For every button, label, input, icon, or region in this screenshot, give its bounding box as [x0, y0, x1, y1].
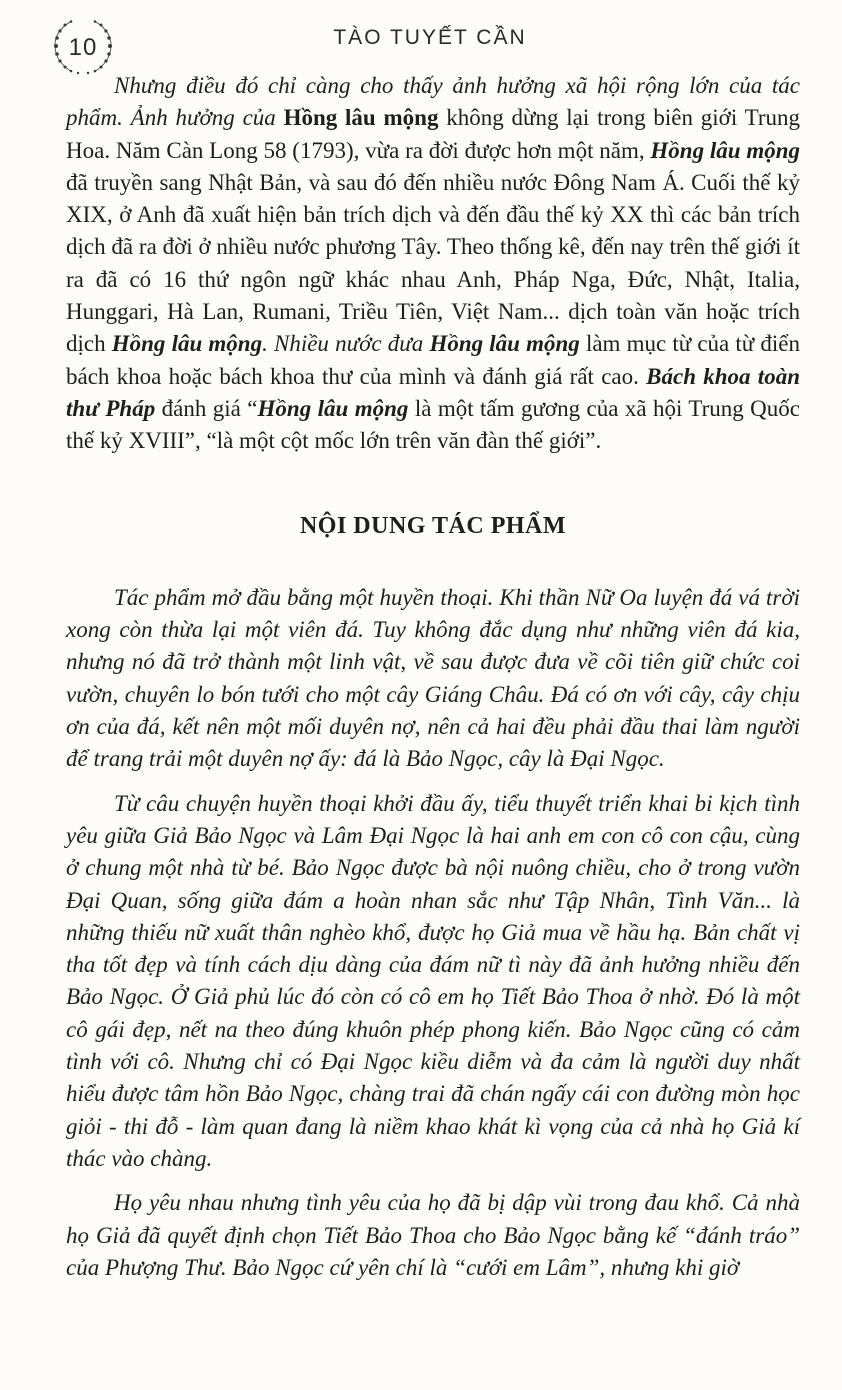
page-number-badge	[48, 18, 118, 76]
text-run: . Nhiều nước đưa	[262, 331, 430, 357]
encyclopedia-title-emphasis: Bách khoa toàn thư Pháp	[66, 363, 800, 421]
book-title-emphasis: Hồng lâu mộng	[650, 137, 801, 163]
book-title-emphasis: Hồng lâu mộng	[429, 331, 580, 357]
page-number: 10	[68, 34, 98, 61]
content-paragraph: Họ yêu nhau nhưng tình yêu của họ đã bị dập vùi trong đau khổ. Cả nhà họ Giả đã quyết định chọn Tiết Bảo Thoa cho Bảo Ngọc bằng kế “đánh tráo” của Phượng Thư. Bảo Ngọc cứ yên chí là “cưới em Lâm”, nhưng khi giờ	[66, 1190, 800, 1280]
book-title-emphasis: Hồng lâu mộng	[257, 395, 409, 421]
book-title-emphasis: Hồng lâu mộng	[283, 105, 439, 131]
text-run: làm mục từ của từ điển bách khoa hoặc bách khoa thư của mình và đánh giá rất cao.	[66, 331, 800, 389]
text-run: đã truyền sang Nhật Bản, và sau đó đến nhiều nước Đông Nam Á. Cuối thế kỷ XIX, ở Anh đã xuất hiện bản trích dịch và đến đầu thế kỷ XX thì các bản trích dịch đã ra đời ở nhiều nước phương Tây. Theo thống kê, đến nay trên thế giới ít ra đã có 16 thứ ngôn ngữ khác nhau Anh, Pháp Nga, Đức, Nhật, Italia, Hunggari, Hà Lan, Rumani, Triều Tiên, Việt Nam... dịch toàn văn hoặc trích dịch	[66, 169, 800, 357]
text-run: Nhưng điều đó chỉ càng cho thấy ảnh hưởng xã hội rộng lớn của tác phẩm. Ảnh hưởng của	[66, 73, 800, 131]
text-run: là một tấm gương của xã hội Trung Quốc thế kỷ XVIII”, “là một cột mốc lớn trên văn đàn thế giới”.	[66, 395, 800, 454]
book-title-emphasis: Hồng lâu mộng	[111, 331, 263, 357]
content-paragraph: Từ câu chuyện huyền thoại khởi đầu ấy, tiểu thuyết triển khai bi kịch tình yêu giữa Giả Bảo Ngọc và Lâm Đại Ngọc là hai anh em con cô con cậu, cùng ở chung một nhà từ bé. Bảo Ngọc được bà nội nuông chiều, cho ở trong vườn Đại Quan, sống giữa đám a hoàn nhan sắc như Tập Nhân, Tình Văn... là những thiếu nữ xuất thân nghèo khổ, được họ Giả mua về hầu hạ. Bản chất vị tha tốt đẹp và tính cách dịu dàng của đám nữ tì này đã ảnh hưởng nhiều đến Bảo Ngọc. Ở Giả phủ lúc đó còn có cô em họ Tiết Bảo Thoa ở nhờ. Đó là một cô gái đẹp, nết na theo đúng khuôn phép phong kiến. Bảo Ngọc cũng có cảm tình với cô. Nhưng chỉ có Đại Ngọc kiều diễm và đa cảm là người duy nhất hiểu được tâm hồn Bảo Ngọc, chàng trai đã chán ngấy cái con đường mòn học giỏi - thi đỗ - làm quan đang là niềm khao khát kì vọng của cả nhà họ Giả kí thác vào chàng.	[66, 790, 800, 1171]
page-header	[0, 0, 842, 80]
text-run: đánh giá “	[155, 395, 258, 421]
text-run: không dừng lại trong biên giới Trung Hoa. Năm Càn Long 58 (1793), vừa ra đời được hơn một năm,	[66, 105, 800, 163]
page-body	[66, 70, 800, 1296]
content-paragraph: Tác phẩm mở đầu bằng một huyền thoại. Khi thần Nữ Oa luyện đá vá trời xong còn thừa lại một viên đá. Tuy không đắc dụng như những viên đá kia, nhưng nó đã trở thành một linh vật, về sau được đưa về cõi tiên giữ chức coi vườn, chuyên lo bón tưới cho một cây Giáng Châu. Đá có ơn với cây, cây chịu ơn của đá, kết nên một mối duyên nợ, nên cả hai đều phải đầu thai làm người để trang trải một duyên nợ ấy: đá là Bảo Ngọc, cây là Đại Ngọc.	[66, 584, 800, 772]
section-heading: NỘI DUNG TÁC PHẨM	[299, 512, 567, 539]
running-title: TÀO TUYẾT CẦN	[333, 26, 527, 49]
intro-paragraph	[66, 70, 800, 458]
